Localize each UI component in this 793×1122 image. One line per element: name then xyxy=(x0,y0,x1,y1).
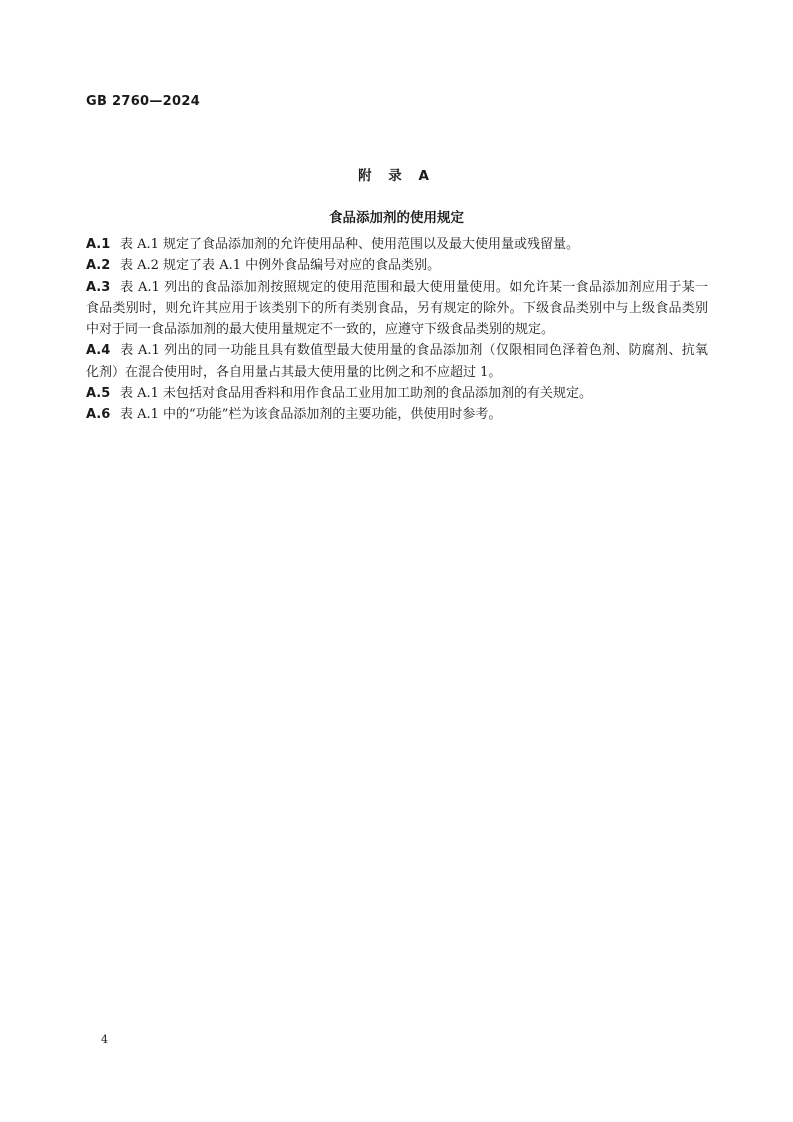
appendix-title: 附 录 A xyxy=(358,168,435,184)
page-number: 4 xyxy=(101,1033,108,1046)
clause-text: 表 A.1 中的“功能”栏为该食品添加剂的主要功能，供使用时参考。 xyxy=(120,407,502,423)
clause-text: 表 A.1 列出的食品添加剂按照规定的使用范围和最大使用量使用。如允许某一食品添加剂应用于某一食品类别时，则允许其应用于该类别下的所有类别食品，另有规定的除外。下级食品类别中与上级食品类别中对于同一食品添加剂的最大使用量规定不一致的，应遵守下级食品类别的规定。 xyxy=(86,279,708,338)
clause-number: A.1 xyxy=(86,237,111,252)
clause-number: A.2 xyxy=(86,258,111,274)
clause-number: A.4 xyxy=(86,343,111,359)
clause-number: A.3 xyxy=(86,279,111,295)
clause-a5 xyxy=(86,383,708,404)
clause-text: 表 A.1 未包括对食品用香料和用作食品工业用加工助剂的食品添加剂的有关规定。 xyxy=(120,386,593,402)
clause-list xyxy=(86,234,708,426)
clause-a1 xyxy=(86,234,708,255)
clause-a4 xyxy=(86,340,708,383)
clause-a2 xyxy=(86,255,708,276)
clause-text: 表 A.2 规定了表 A.1 中例外食品编号对应的食品类别。 xyxy=(120,258,441,274)
standard-code-header: GB 2760—2024 xyxy=(86,94,201,109)
clause-text: 表 A.1 列出的同一功能且具有数值型最大使用量的食品添加剂（仅限相同色泽着色剂、防腐剂、抗氧化剂）在混合使用时，各自用量占其最大使用量的比例之和不应超过 1。 xyxy=(86,343,708,380)
clause-number: A.6 xyxy=(86,407,111,423)
clause-number: A.5 xyxy=(86,386,111,402)
section-title: 食品添加剂的使用规定 xyxy=(329,210,464,226)
clause-a6 xyxy=(86,404,708,425)
clause-a3 xyxy=(86,277,708,341)
clause-text: 表 A.1 规定了食品添加剂的允许使用品种、使用范围以及最大使用量或残留量。 xyxy=(120,237,580,252)
